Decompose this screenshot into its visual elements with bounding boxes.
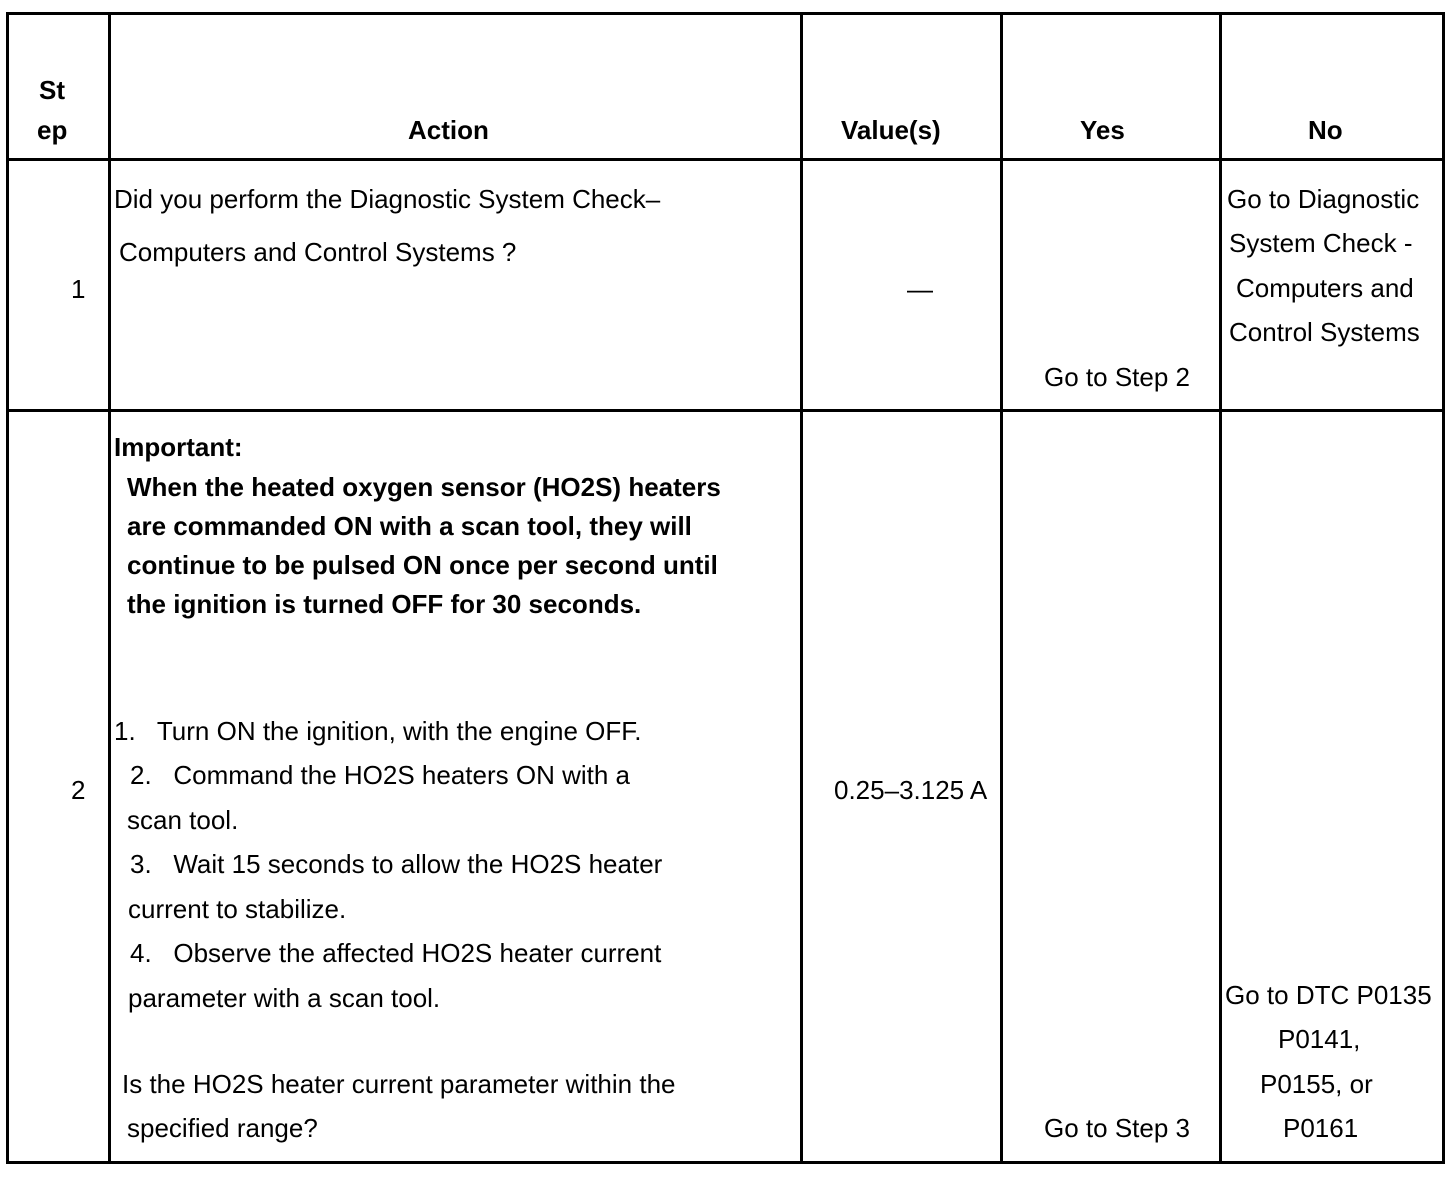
no-line[interactable]: System Check - [1229, 228, 1413, 258]
no-line[interactable]: P0155, or [1260, 1069, 1373, 1099]
no-line[interactable]: Go to DTC P0135 [1225, 980, 1432, 1010]
step-cell [8, 411, 110, 1163]
yes-cell [1002, 160, 1221, 411]
header-no-label: No [1308, 115, 1343, 145]
important-line: are commanded ON with a scan tool, they will [127, 511, 692, 541]
header-step [8, 14, 110, 160]
procedure-step: scan tool. [127, 805, 239, 835]
header-values-label: Value(s) [841, 115, 941, 145]
procedure-step: 4. Observe the affected HO2S heater current [130, 938, 662, 968]
procedure-step: 3. Wait 15 seconds to allow the HO2S heater [130, 849, 663, 879]
table-header-row [8, 14, 1444, 160]
question-line: Is the HO2S heater current parameter within the [122, 1069, 676, 1099]
header-action-label: Action [408, 115, 489, 145]
step-number: 1 [71, 274, 86, 304]
header-yes-label: Yes [1080, 115, 1125, 145]
important-line: When the heated oxygen sensor (HO2S) heaters [127, 472, 721, 502]
header-yes [1002, 14, 1221, 160]
header-no [1221, 14, 1444, 160]
action-line: Computers and Control Systems ? [119, 237, 517, 267]
value-cell [802, 160, 1002, 411]
no-line[interactable]: Control Systems [1229, 317, 1420, 347]
yes-cell [1002, 411, 1221, 1163]
action-cell [110, 160, 802, 411]
important-label: Important: [114, 432, 243, 462]
procedure-step: current to stabilize. [128, 894, 347, 924]
header-values [802, 14, 1002, 160]
action-cell [110, 411, 802, 1163]
no-cell [1221, 411, 1444, 1163]
header-step-line2: ep [37, 115, 68, 145]
yes-link[interactable]: Go to Step 2 [1044, 362, 1190, 392]
no-line[interactable]: P0141, [1278, 1024, 1361, 1054]
no-line[interactable]: Go to Diagnostic [1227, 184, 1420, 214]
table-row [8, 411, 1444, 1163]
no-line[interactable]: Computers and [1236, 273, 1414, 303]
table-row [8, 160, 1444, 411]
value-text: 0.25–3.125 A [834, 775, 988, 805]
procedure-step: parameter with a scan tool. [128, 983, 441, 1013]
header-step-line1: St [39, 75, 65, 105]
value-text: — [907, 274, 933, 304]
no-line[interactable]: P0161 [1283, 1113, 1359, 1143]
no-cell [1221, 160, 1444, 411]
yes-link[interactable]: Go to Step 3 [1044, 1113, 1190, 1143]
header-action [110, 14, 802, 160]
important-line: the ignition is turned OFF for 30 seconds. [127, 589, 642, 619]
question-line: specified range? [127, 1113, 318, 1143]
step-cell [8, 160, 110, 411]
value-cell [802, 411, 1002, 1163]
action-line: Did you perform the Diagnostic System Check– [114, 184, 661, 214]
procedure-step: 1. Turn ON the ignition, with the engine OFF. [114, 716, 642, 746]
step-number: 2 [71, 775, 86, 805]
diagnostic-table [6, 12, 1445, 1164]
procedure-step: 2. Command the HO2S heaters ON with a [130, 760, 630, 790]
important-line: continue to be pulsed ON once per second until [127, 550, 718, 580]
